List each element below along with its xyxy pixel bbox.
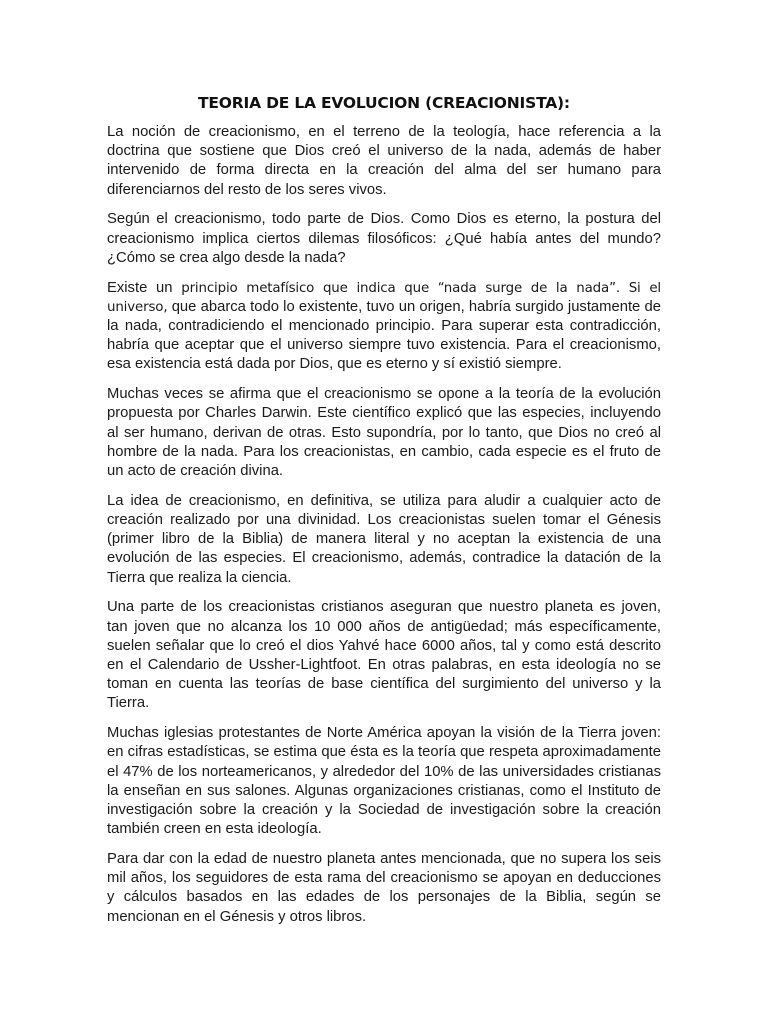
paragraph-4: Muchas veces se afirma que el creacionismo se opone a la teoría de la evolución propuesta por Charles Darwin. Este científico explicó que las especies, incluyendo al ser humano, derivan de otras. Esto supondría, por lo tanto, que Dios no creó al hombre de la nada. Para los creacionistas, en cambio, cada especie es el fruto de un acto de creación divina.	[107, 386, 661, 480]
document-title: TEORIA DE LA EVOLUCION (CREACIONISTA):	[198, 94, 570, 112]
paragraph-1: La noción de creacionismo, en el terreno de la teología, hace referencia a la doctrina que sostiene que Dios creó el universo de la nada, además de haber intervenido de forma directa en la creación del alma del ser humano para diferenciarnos del resto de los seres vivos.	[107, 124, 661, 198]
paragraph-5: La idea de creacionismo, en definitiva, se utiliza para aludir a cualquier acto de creación realizado por una divinidad. Los creacionistas suelen tomar el Génesis (primer libro de la Biblia) de manera literal y no aceptan la existencia de una evolución de las especies. El creacionismo, además, contradice la datación de la Tierra que realiza la ciencia.	[107, 492, 661, 586]
paragraph-2: Según el creacionismo, todo parte de Dios. Como Dios es eterno, la postura del creacionismo implica ciertos dilemas filosóficos: ¿Qué había antes del mundo? ¿Cómo se crea algo desde la nada?	[107, 211, 661, 266]
paragraph-3-highlight: principio metafísico que indica que “nada surge de la nada”. Si el universo,	[107, 280, 661, 315]
paragraph-3	[107, 279, 661, 375]
paragraph-7: Muchas iglesias protestantes de Norte América apoyan la visión de la Tierra joven: en cifras estadísticas, se estima que ésta es la teoría que respeta aproximadamente el 47% de los norteamericanos, y alrededor del 10% de las universidades cristianas la enseñan en sus salones. Algunas organizaciones cristianas, como el Instituto de investigación sobre la creación y la Sociedad de investigación sobre la creación también creen en esta ideología.	[107, 725, 661, 838]
paragraph-3-rest: que abarca todo lo existente, tuvo un origen, habría surgido justamente de la nada, contradiciendo el mencionado principio. Para superar esta contradicción, habría que aceptar que el universo siempre tuvo existencia. Para el creacionismo, esa existencia está dada por Dios, que es eterno y sí existió siempre.	[107, 298, 661, 373]
paragraph-8: Para dar con la edad de nuestro planeta antes mencionada, que no supera los seis mil años, los seguidores de esta rama del creacionismo se apoyan en deducciones y cálculos basados en las edades de los personajes de la Biblia, según se mencionan en el Génesis y otros libros.	[107, 851, 661, 925]
paragraph-6: Una parte de los creacionistas cristianos aseguran que nuestro planeta es joven, tan joven que no alcanza los 10 000 años de antigüedad; más específicamente, suelen señalar que lo creó el dios Yahvé hace 6000 años, tal y como está descrito en el Calendario de Ussher-Lightfoot. En otras palabras, en esta ideología no se toman en cuenta las teorías de base científica del surgimiento del universo y la Tierra.	[107, 599, 661, 712]
paragraph-3-lead: Existe un	[107, 279, 182, 296]
document-body	[107, 93, 661, 937]
